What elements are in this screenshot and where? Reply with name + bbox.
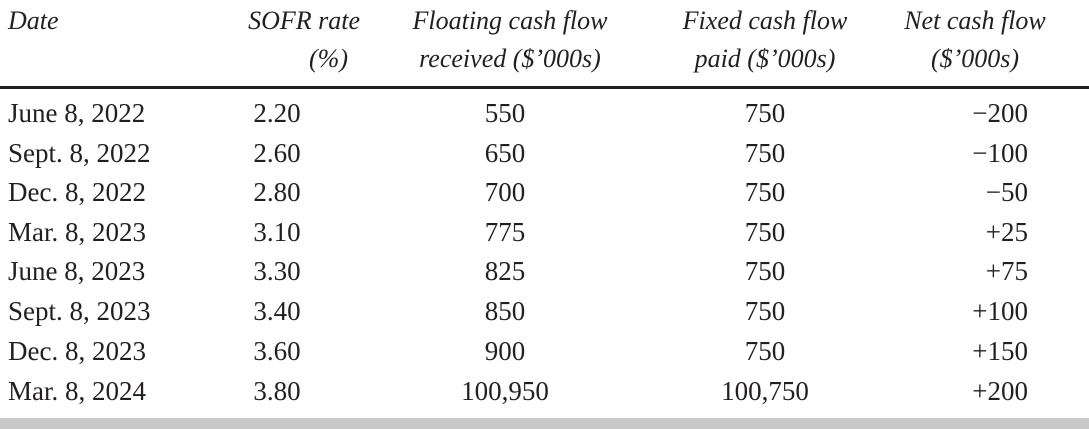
cell-sofr: 3.40: [253, 296, 301, 326]
cell-net: +100: [972, 296, 1028, 326]
cell-date: June 8, 2023: [8, 256, 146, 286]
cell-floating: 850: [484, 296, 526, 326]
cell-net: −200: [972, 98, 1028, 128]
header-fixed-line1: Fixed cash flow: [682, 6, 848, 35]
cell-floating: 650: [484, 138, 526, 168]
cell-sofr: 2.80: [253, 177, 301, 207]
cell-net: +25: [985, 217, 1028, 247]
cell-floating: 775: [484, 217, 526, 247]
cell-date: Dec. 8, 2023: [8, 336, 146, 366]
cell-floating: 550: [484, 98, 526, 128]
cell-sofr: 3.10: [253, 217, 301, 247]
table-row: [0, 294, 1089, 330]
header-fixed-line2: paid ($’000s): [694, 44, 836, 73]
cell-date: June 8, 2022: [8, 98, 146, 128]
cell-sofr: 3.80: [253, 376, 301, 406]
table-row: [0, 254, 1089, 290]
header-date: Date: [8, 6, 59, 35]
header-floating-line2: received ($’000s): [419, 44, 601, 73]
bottom-rule: [0, 418, 1089, 429]
header-sofr-line1: SOFR rate: [248, 6, 360, 35]
cell-fixed: 750: [744, 296, 786, 326]
cell-fixed: 750: [744, 138, 786, 168]
cell-net: +75: [985, 256, 1028, 286]
cell-sofr: 3.60: [253, 336, 301, 366]
cell-fixed: 750: [744, 98, 786, 128]
header-floating-line1: Floating cash flow: [412, 6, 608, 35]
cell-floating: 900: [484, 336, 526, 366]
cell-net: −100: [972, 138, 1028, 168]
table-row: [0, 334, 1089, 370]
cell-date: Dec. 8, 2022: [8, 177, 146, 207]
cell-net: +150: [972, 336, 1028, 366]
header-net-line1: Net cash flow: [904, 6, 1046, 35]
cell-floating: 100,950: [461, 376, 549, 406]
header-rule: [0, 86, 1089, 89]
table-row: [0, 215, 1089, 251]
table-row: [0, 136, 1089, 172]
cell-floating: 700: [484, 177, 526, 207]
cell-fixed: 750: [744, 177, 786, 207]
cell-fixed: 750: [744, 217, 786, 247]
table-row: [0, 96, 1089, 132]
cell-sofr: 2.60: [253, 138, 301, 168]
cell-date: Sept. 8, 2023: [8, 296, 151, 326]
cell-fixed: 750: [744, 256, 786, 286]
header-net-line2: ($’000s): [930, 44, 1020, 73]
cell-sofr: 3.30: [253, 256, 301, 286]
cell-date: Mar. 8, 2024: [8, 376, 146, 406]
header-sofr-line2: (%): [309, 44, 348, 73]
cell-fixed: 100,750: [721, 376, 809, 406]
cell-net: +200: [972, 376, 1028, 406]
cell-floating: 825: [484, 256, 526, 286]
cell-date: Sept. 8, 2022: [8, 138, 151, 168]
cell-date: Mar. 8, 2023: [8, 217, 146, 247]
cell-net: −50: [985, 177, 1028, 207]
cell-fixed: 750: [744, 336, 786, 366]
table-row: [0, 175, 1089, 211]
table-row: [0, 374, 1089, 410]
cell-sofr: 2.20: [253, 98, 301, 128]
